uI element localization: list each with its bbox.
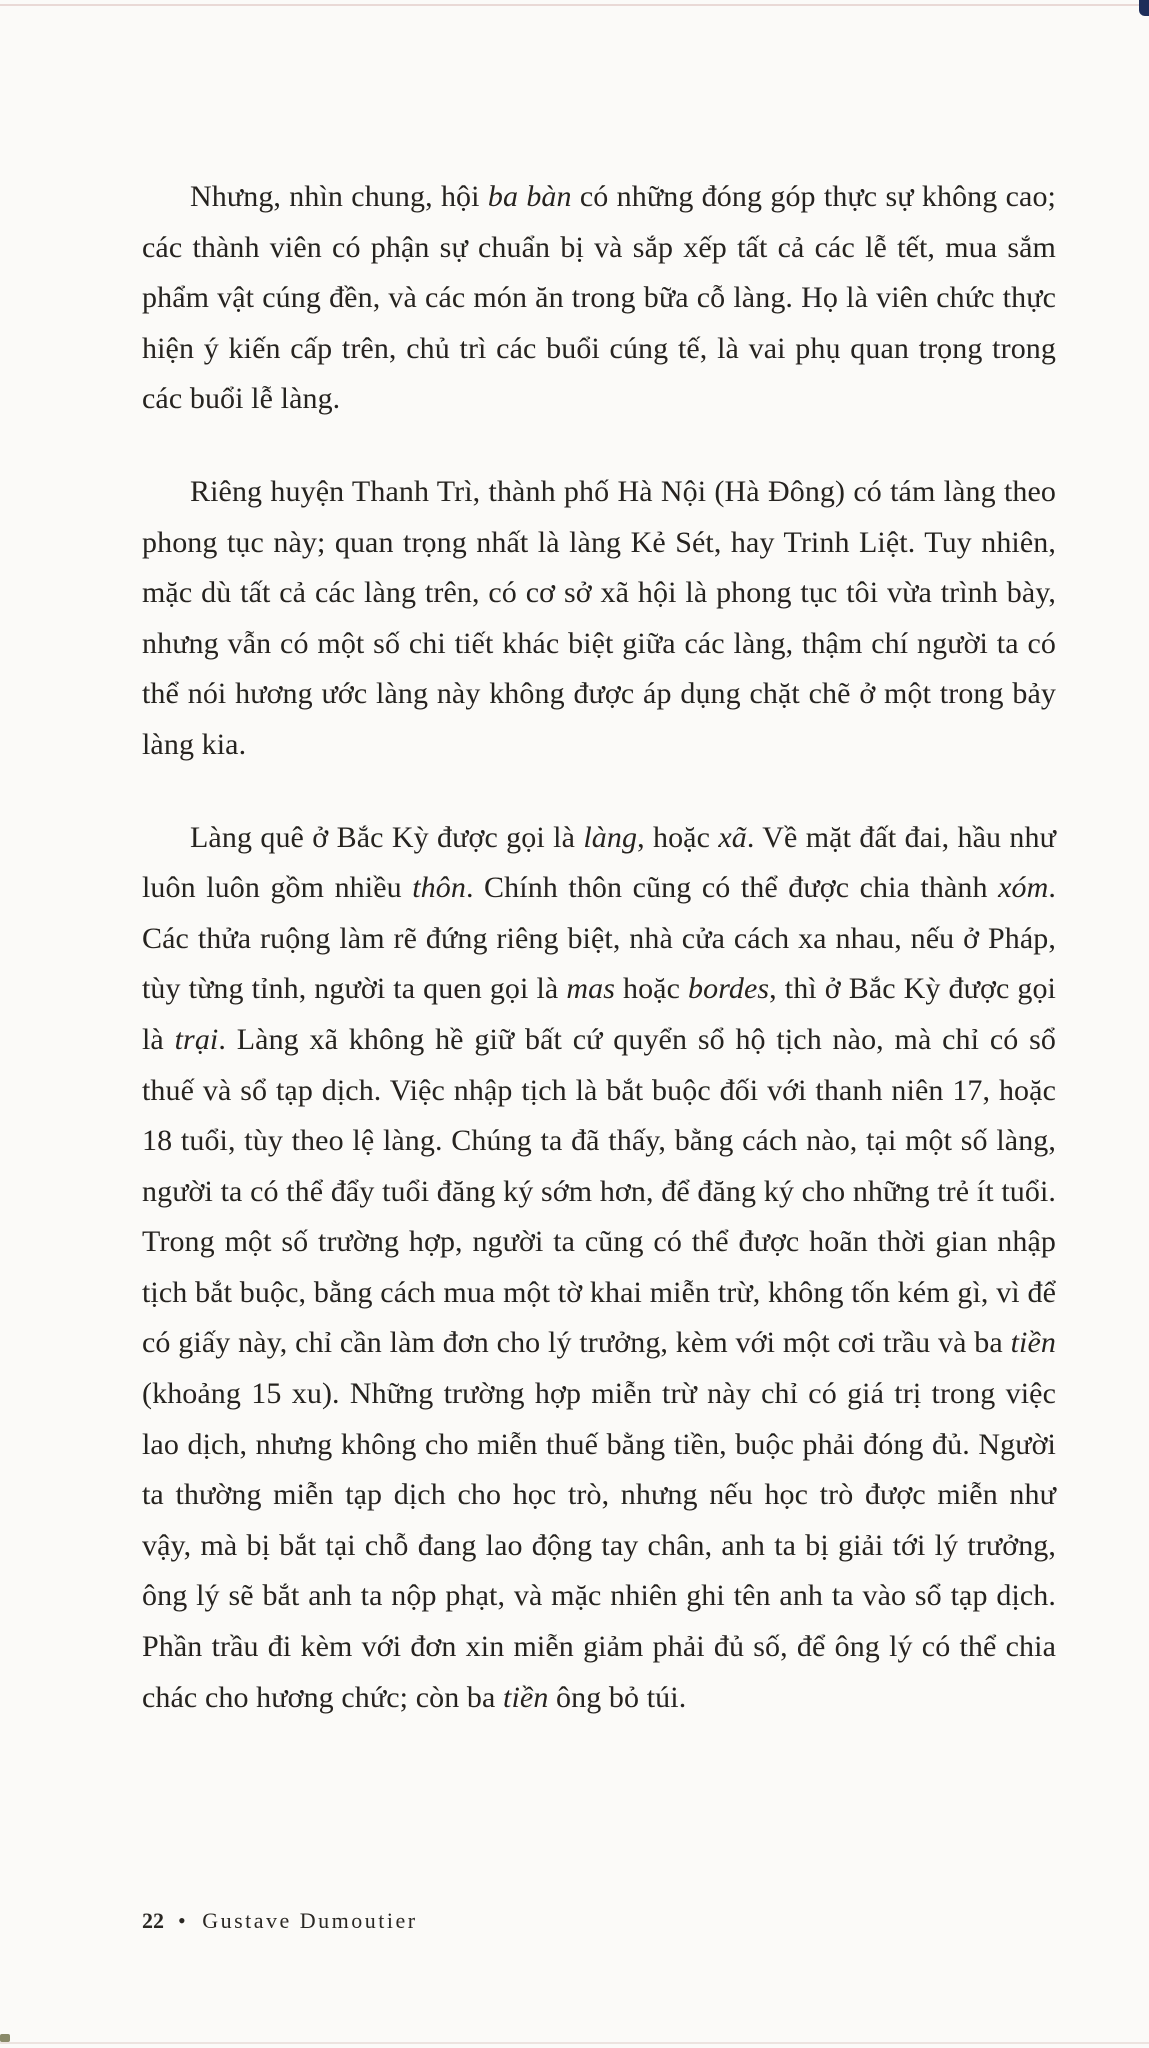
text-run: . Chính thôn cũng có thể được chia thành: [465, 871, 999, 905]
italic-term: xã: [718, 820, 747, 854]
text-run: . Làng xã không hề giữ bất cứ quyển sổ hộ tịch nào, mà chỉ có sổ thuế và sổ tạp dịch. Việc nhập tịch là bắt buộc đối với thanh niên 17, hoặc 18 tuổi, tùy theo lệ làng. Chúng ta đã thấy, bằng cách nào, tại một số làng, người ta có thể đẩy tuổi đăng ký sớm hơn, để đăng ký cho những trẻ ít tuổi. Trong một số trường hợp, người ta cũng có thể được hoãn thời gian nhập tịch bắt buộc, bằng cách mua một tờ khai miễn trừ, không tốn kém gì, vì để có giấy này, chỉ cần làm đơn cho lý trưởng, kèm với một cơi trầu và ba: [142, 1022, 1057, 1360]
italic-term: làng: [583, 820, 638, 854]
text-run: hoặc: [614, 972, 689, 1006]
italic-term: thôn: [412, 871, 466, 905]
text-run: Làng quê ở Bắc Kỳ được gọi là: [190, 820, 584, 854]
text-run: , hoặc: [637, 820, 719, 854]
text-run: có những đóng góp thực sự không cao; các thành viên có phận sự chuẩn bị và sắp xếp tất cả các lễ tết, mua sắm phẩm vật cúng đền, và các món ăn trong bữa cỗ làng. Họ là viên chức thực hiện ý kiến cấp trên, chủ trì các buổi cúng tế, là vai phụ quan trọng trong các buổi lễ làng.: [142, 180, 1056, 416]
text-run: . Các thửa ruộng làm rẽ đứng riêng biệt, nhà cửa cách xa nhau, nếu ở Pháp, tùy từng tỉnh, người ta quen gọi là: [142, 871, 1056, 1006]
page-footer: [142, 1908, 418, 1934]
italic-term: ba bàn: [487, 180, 572, 213]
text-run: Riêng huyện Thanh Trì, thành phố Hà Nội (Hà Đông) có tám làng theo phong tục này; quan trọng nhất là làng Kẻ Sét, hay Trinh Liệt. Tuy nhiên, mặc dù tất cả các làng trên, có cơ sở xã hội là phong tục tôi vừa trình bày, nhưng vẫn có một số chi tiết khác biệt giữa các làng, thậm chí người ta có thể nói hương ước làng này không được áp dụng chặt chẽ ở một trong bảy làng kia.: [142, 474, 1056, 761]
text-run: (khoảng 15 xu). Những trường hợp miễn trừ này chỉ có giá trị trong việc lao dịch, nhưng không cho miễn thuế bằng tiền, buộc phải đóng đủ. Người ta thường miễn tạp dịch cho học trò, nhưng nếu học trò được miễn như vậy, mà bị bắt tại chỗ đang lao động tay chân, anh ta bị giải tới lý trưởng, ông lý sẽ bắt anh ta nộp phạt, và mặc nhiên ghi tên anh ta vào sổ tạp dịch. Phần trầu đi kèm với đơn xin miễn giảm phải đủ số, để ông lý có thể chia chác cho hương chức; còn ba: [142, 1377, 1056, 1714]
footer-bullet: •: [178, 1908, 189, 1933]
page-number: 22: [142, 1908, 164, 1933]
page-top-edge: [0, 4, 1149, 6]
italic-term: bordes: [688, 972, 770, 1006]
text-run: Nhưng, nhìn chung, hội: [190, 180, 488, 213]
paragraph-3: [142, 813, 1056, 1724]
bottom-corner-mark: [0, 2034, 10, 2042]
italic-term: xóm: [998, 871, 1049, 905]
italic-term: trại: [174, 1022, 219, 1056]
text-run: , thì ở Bắc Kỳ được gọi là: [142, 972, 1056, 1056]
text-run: . Về mặt đất đai, hầu như luôn luôn gồm nhiều: [142, 820, 1056, 905]
text-run: ông bỏ túi.: [548, 1680, 687, 1714]
italic-term: mas: [566, 972, 615, 1006]
italic-term: tiền: [1010, 1326, 1056, 1360]
italic-term: tiền: [503, 1680, 549, 1714]
page-body: [142, 172, 1056, 1765]
paragraph-1: [142, 172, 1056, 425]
page-bottom-edge: [0, 2042, 1149, 2044]
corner-tab: [1139, 0, 1149, 16]
paragraph-2: [142, 467, 1056, 771]
footer-author: Gustave Dumoutier: [202, 1908, 418, 1933]
